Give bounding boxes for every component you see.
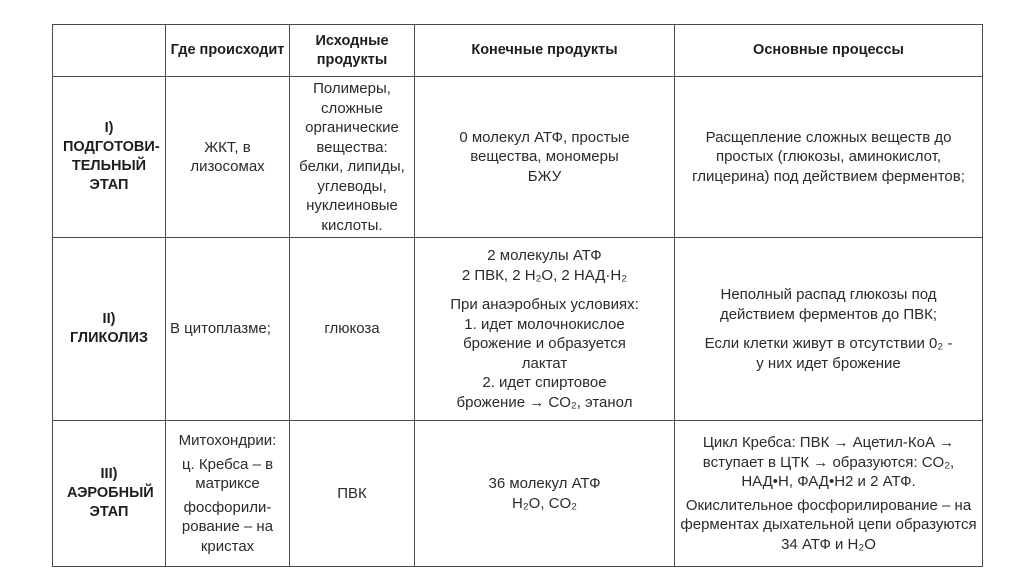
inputs-text: ПВК <box>337 484 367 502</box>
processes-cell <box>675 77 983 238</box>
where-text: ц. Кребса – в матриксе <box>181 455 274 492</box>
outputs-line: 2. идет спиртовое брожение → CO₂, этанол <box>456 374 633 411</box>
outputs-text: 0 молекул АТФ, простые вещества, мономеры БЖУ <box>459 128 630 185</box>
header-processes: Основные процессы <box>675 25 983 77</box>
stage-name: ГЛИКОЛИЗ <box>70 330 148 346</box>
outputs-line: 2 ПВК, 2 H₂O, 2 НАД·H₂ <box>461 266 628 284</box>
outputs-line: 2 молекулы АТФ <box>487 247 602 264</box>
stage-name: ПОДГОТОВИ-ТЕЛЬНЫЙ ЭТАП <box>63 139 160 193</box>
outputs-line: При анаэробных условиях: <box>450 296 639 313</box>
outputs-line: H₂O, CO₂ <box>512 494 577 512</box>
inputs-text: Полимеры, сложные органические вещества: белки, липиды, углеводы, нуклеиновые кислоты. <box>299 80 405 234</box>
stage-cell <box>53 238 166 421</box>
inputs-cell <box>290 238 415 421</box>
where-text: Митохондрии: <box>178 432 277 449</box>
header-stage <box>53 25 166 77</box>
table-row-preparatory <box>53 77 983 238</box>
stage-number: II) <box>102 311 116 328</box>
table-row-aerobic <box>53 421 983 567</box>
processes-text: Неполный распад глюкозы под действием ферментов до ПВК; <box>719 286 938 323</box>
where-cell <box>166 421 290 567</box>
energy-metabolism-table <box>52 24 983 567</box>
inputs-cell <box>290 421 415 567</box>
stage-cell <box>53 421 166 567</box>
outputs-line: 1. идет молочнокислое брожение и образуется лактат <box>463 315 626 372</box>
outputs-cell <box>415 238 675 421</box>
where-text: фосфорили-рование – на кристах <box>181 498 274 555</box>
where-text: ЖКТ, в лизосомах <box>190 138 265 175</box>
where-cell <box>166 77 290 238</box>
stage-number: III) <box>100 466 118 483</box>
header-inputs-label: Исходные продукты <box>315 32 389 68</box>
processes-text: Если клетки живут в отсутствии 0₂ - у них идет брожение <box>704 335 953 372</box>
outputs-cell <box>415 77 675 238</box>
stage-cell <box>53 77 166 238</box>
processes-text: Расщепление сложных веществ до простых (глюкозы, аминокислот, глицерина) под действием ферментов; <box>692 128 965 185</box>
header-row <box>53 25 983 77</box>
table-row-glycolysis <box>53 238 983 421</box>
processes-text: Цикл Кребса: ПВК → Ацетил-КоА → вступает в ЦТК → образуются: CO₂, НАД•Н, ФАД•Н2 и 2 АТФ. <box>702 434 955 490</box>
header-where-label: Где происходит <box>170 42 285 59</box>
header-where <box>166 25 290 77</box>
inputs-text: глюкоза <box>324 320 380 338</box>
processes-cell <box>675 421 983 567</box>
where-cell <box>166 238 290 421</box>
processes-cell <box>675 238 983 421</box>
where-text: В цитоплазме; <box>170 320 271 338</box>
outputs-line: 36 молекул АТФ <box>488 475 601 492</box>
header-inputs <box>290 25 415 77</box>
outputs-cell <box>415 421 675 567</box>
stage-number: I) <box>104 120 114 137</box>
processes-text: Окислительное фосфорилирование – на ферментах дыхательной цепи образуются 34 АТФ и H₂O <box>680 496 977 553</box>
inputs-cell <box>290 77 415 238</box>
stage-name: АЭРОБНЫЙ ЭТАП <box>67 485 154 520</box>
header-outputs: Конечные продукты <box>415 25 675 77</box>
